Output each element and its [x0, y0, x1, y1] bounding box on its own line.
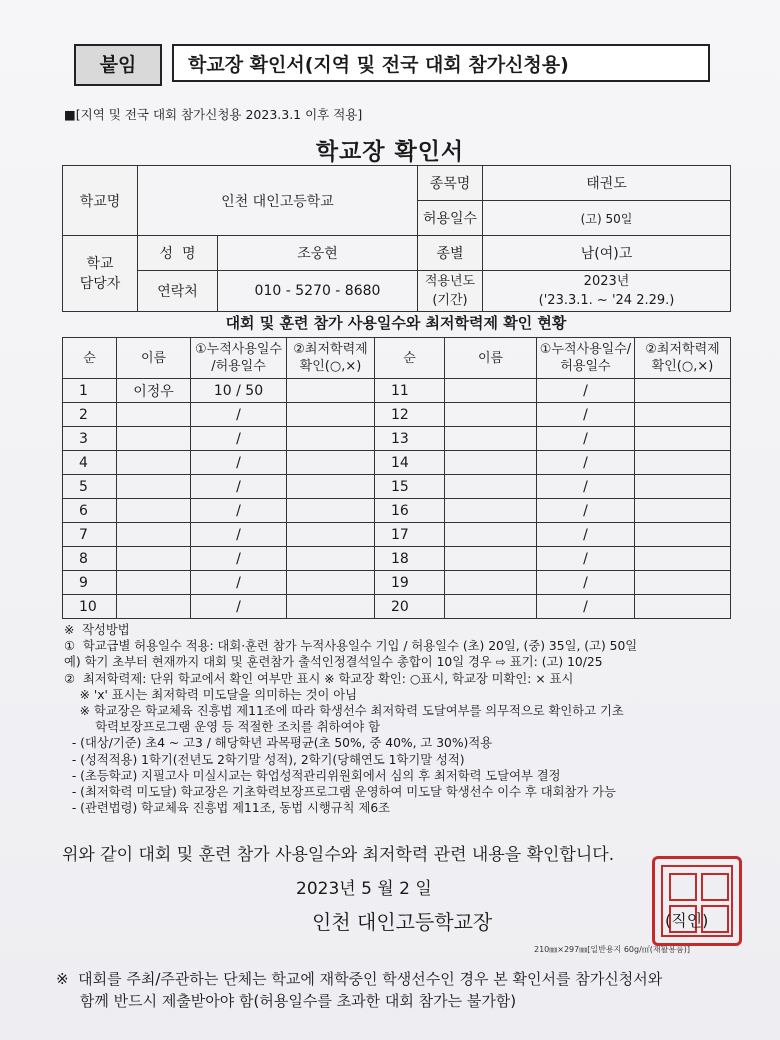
row-days: / — [191, 403, 287, 427]
row-number-right: 20 — [375, 595, 445, 619]
row-number-right: 13 — [375, 427, 445, 451]
row-name — [117, 427, 191, 451]
row-name-right — [445, 475, 537, 499]
note-line: - (최저학력 미도달) 학교장은 기초학력보장프로그램 운영하여 미도달 학생선수 이수 후 대회참가 가능 — [64, 785, 616, 800]
col-name: 이름 — [117, 338, 191, 379]
row-number-right: 11 — [375, 379, 445, 403]
event-label: 종목명 — [418, 166, 483, 201]
row-number: 5 — [63, 475, 117, 499]
row-name-right — [445, 427, 537, 451]
row-check-right — [635, 595, 731, 619]
row-number: 7 — [63, 523, 117, 547]
row-check — [287, 547, 375, 571]
section-title: 대회 및 훈련 참가 사용일수와 최저학력제 확인 현황 — [225, 314, 567, 332]
year-value: 2023년 ('23.3.1. ~ '24 2.29.) — [483, 271, 731, 312]
table-row — [63, 403, 731, 427]
table-row — [63, 451, 731, 475]
row-number-right: 18 — [375, 547, 445, 571]
row-days: / — [191, 499, 287, 523]
row-number: 10 — [63, 595, 117, 619]
row-number: 6 — [63, 499, 117, 523]
row-number-right: 12 — [375, 403, 445, 427]
note-line: - (대상/기준) 초4 ~ 고3 / 해당학년 과목평균(초 50%, 중 40%, 고 30%)적용 — [64, 736, 493, 751]
table-header-row — [63, 338, 731, 379]
table-row — [63, 523, 731, 547]
col-check-right: ②최저학력제 확인(○,×) — [635, 338, 731, 379]
row-check — [287, 499, 375, 523]
row-check-right — [635, 403, 731, 427]
row-days-right: / — [537, 427, 635, 451]
name-value: 조웅현 — [218, 236, 418, 271]
row-check-right — [635, 427, 731, 451]
row-check-right — [635, 451, 731, 475]
row-number: 3 — [63, 427, 117, 451]
row-name — [117, 499, 191, 523]
table-row — [63, 499, 731, 523]
row-name-right — [445, 451, 537, 475]
row-check — [287, 571, 375, 595]
allowed-days-value: (고) 50일 — [483, 201, 731, 236]
row-check — [287, 403, 375, 427]
contact-label: 연락처 — [138, 271, 218, 312]
note-line: ※ 'x' 표시는 최저학력 미도달을 의미하는 것이 아님 — [64, 687, 358, 702]
footnote: ※ 대회를 주최/주관하는 단체는 학교에 재학중인 학생선수인 경우 본 확인서를 참가신청서와 함께 반드시 제출받아야 함(허용일수를 초과한 대회 참가는 불가함) — [56, 970, 663, 1010]
document-header-title: 학교장 확인서(지역 및 전국 대회 참가신청용) — [172, 44, 710, 82]
row-days: / — [191, 547, 287, 571]
note-line: ※ 작성방법 — [64, 623, 130, 637]
row-number: 8 — [63, 547, 117, 571]
row-number-right: 16 — [375, 499, 445, 523]
row-check — [287, 427, 375, 451]
row-days: / — [191, 451, 287, 475]
row-number: 2 — [63, 403, 117, 427]
note-line: - (초등학교) 지필고사 미실시교는 학업성적관리위원회에서 심의 후 최저학력 도달여부 결정 — [64, 768, 561, 783]
row-number: 1 — [63, 379, 117, 403]
row-name-right — [445, 499, 537, 523]
row-name-right — [445, 595, 537, 619]
row-days: 10 / 50 — [191, 379, 287, 403]
note-line: 예) 학기 초부터 현재까지 대회 및 훈련참가 출석인정결석일수 총합이 10일 경우 ⇨ 표기: (고) 10/25 — [64, 655, 603, 670]
row-number: 9 — [63, 571, 117, 595]
note-line: ※ 학교장은 학교체육 진흥법 제11조에 따라 학생선수 최저학력 도달여부를 의무적으로 확인하고 기초 — [64, 704, 624, 719]
row-name — [117, 595, 191, 619]
row-check-right — [635, 547, 731, 571]
event-value: 태권도 — [483, 166, 731, 201]
paper-spec: 210㎜×297㎜[일반용지 60g/㎡(재활용품)] — [534, 945, 691, 954]
manager-label: 학교 담당자 — [63, 236, 138, 312]
info-table — [62, 165, 731, 312]
table-row — [63, 427, 731, 451]
row-days: / — [191, 571, 287, 595]
note-line: - (성적적용) 1학기(전년도 2학기말 성적), 2학기(당해연도 1학기말 성적) — [64, 752, 465, 767]
row-check — [287, 379, 375, 403]
records-table — [62, 337, 731, 619]
row-check-right — [635, 499, 731, 523]
note-line: ② 최저학력제: 단위 학교에서 확인 여부만 표시 ※ 학교장 확인: ○표시, 학교장 미확인: × 표시 — [64, 671, 574, 686]
contact-value: 010 - 5270 - 8680 — [218, 271, 418, 312]
row-check — [287, 451, 375, 475]
row-name — [117, 451, 191, 475]
note-line: - (관련법령) 학교체육 진흥법 제11조, 동법 시행규칙 제6조 — [64, 801, 391, 816]
issue-date: 2023년 5 월 2 일 — [296, 879, 432, 899]
row-number-right: 19 — [375, 571, 445, 595]
row-name: 이정우 — [117, 379, 191, 403]
row-days: / — [191, 427, 287, 451]
page-title: 학교장 확인서 — [315, 139, 465, 165]
school-label: 학교명 — [63, 166, 138, 236]
row-name — [117, 403, 191, 427]
confirmation-statement: 위와 같이 대회 및 훈련 참가 사용일수와 최저학력 관련 내용을 확인합니다. — [62, 845, 615, 865]
school-value: 인천 대인고등학교 — [138, 166, 418, 236]
name-label: 성 명 — [138, 236, 218, 271]
table-row — [63, 571, 731, 595]
col-name-right: 이름 — [445, 338, 537, 379]
table-row — [63, 475, 731, 499]
row-name — [117, 523, 191, 547]
row-name — [117, 547, 191, 571]
row-name-right — [445, 523, 537, 547]
row-number-right: 17 — [375, 523, 445, 547]
row-days-right: / — [537, 571, 635, 595]
year-label: 적용년도 (기간) — [418, 271, 483, 312]
table-row — [63, 379, 731, 403]
row-name — [117, 475, 191, 499]
note-line: ① 학교급별 허용일수 적용: 대회·훈련 참가 누적사용일수 기입 / 허용일수 (초) 20일, (중) 35일, (고) 50일 — [64, 639, 638, 654]
attachment-tag: 붙임 — [74, 44, 162, 86]
row-check-right — [635, 475, 731, 499]
row-days-right: / — [537, 595, 635, 619]
type-label: 종별 — [418, 236, 483, 271]
type-value: 남(여)고 — [483, 236, 731, 271]
row-days: / — [191, 595, 287, 619]
applicability-note: ■[지역 및 전국 대회 참가신청용 2023.3.1 이후 적용] — [64, 107, 363, 122]
row-days-right: / — [537, 547, 635, 571]
row-days-right: / — [537, 451, 635, 475]
instructions — [64, 622, 754, 816]
table-row — [63, 547, 731, 571]
row-days-right: / — [537, 403, 635, 427]
row-number-right: 15 — [375, 475, 445, 499]
col-no-right: 순 — [375, 338, 445, 379]
row-check-right — [635, 523, 731, 547]
row-name-right — [445, 379, 537, 403]
row-number: 4 — [63, 451, 117, 475]
official-seal — [652, 856, 742, 946]
row-days-right: / — [537, 379, 635, 403]
col-days: ①누적사용일수 /허용일수 — [191, 338, 287, 379]
row-number-right: 14 — [375, 451, 445, 475]
row-name — [117, 571, 191, 595]
row-days-right: / — [537, 475, 635, 499]
row-name-right — [445, 571, 537, 595]
row-check-right — [635, 379, 731, 403]
col-days-right: ①누적사용일수/ 허용일수 — [537, 338, 635, 379]
row-check — [287, 475, 375, 499]
row-name-right — [445, 403, 537, 427]
allowed-days-label: 허용일수 — [418, 201, 483, 236]
row-name-right — [445, 547, 537, 571]
principal-title: 인천 대인고등학교장 — [312, 910, 493, 934]
row-check — [287, 595, 375, 619]
row-check-right — [635, 571, 731, 595]
row-days-right: / — [537, 523, 635, 547]
note-line: 학력보장프로그램 운영 등 적절한 조치를 취하여야 함 — [64, 720, 381, 735]
row-days-right: / — [537, 499, 635, 523]
col-check: ②최저학력제 확인(○,×) — [287, 338, 375, 379]
col-no: 순 — [63, 338, 117, 379]
row-days: / — [191, 523, 287, 547]
table-row — [63, 595, 731, 619]
row-check — [287, 523, 375, 547]
row-days: / — [191, 475, 287, 499]
seal-label: (직인) — [665, 911, 709, 930]
